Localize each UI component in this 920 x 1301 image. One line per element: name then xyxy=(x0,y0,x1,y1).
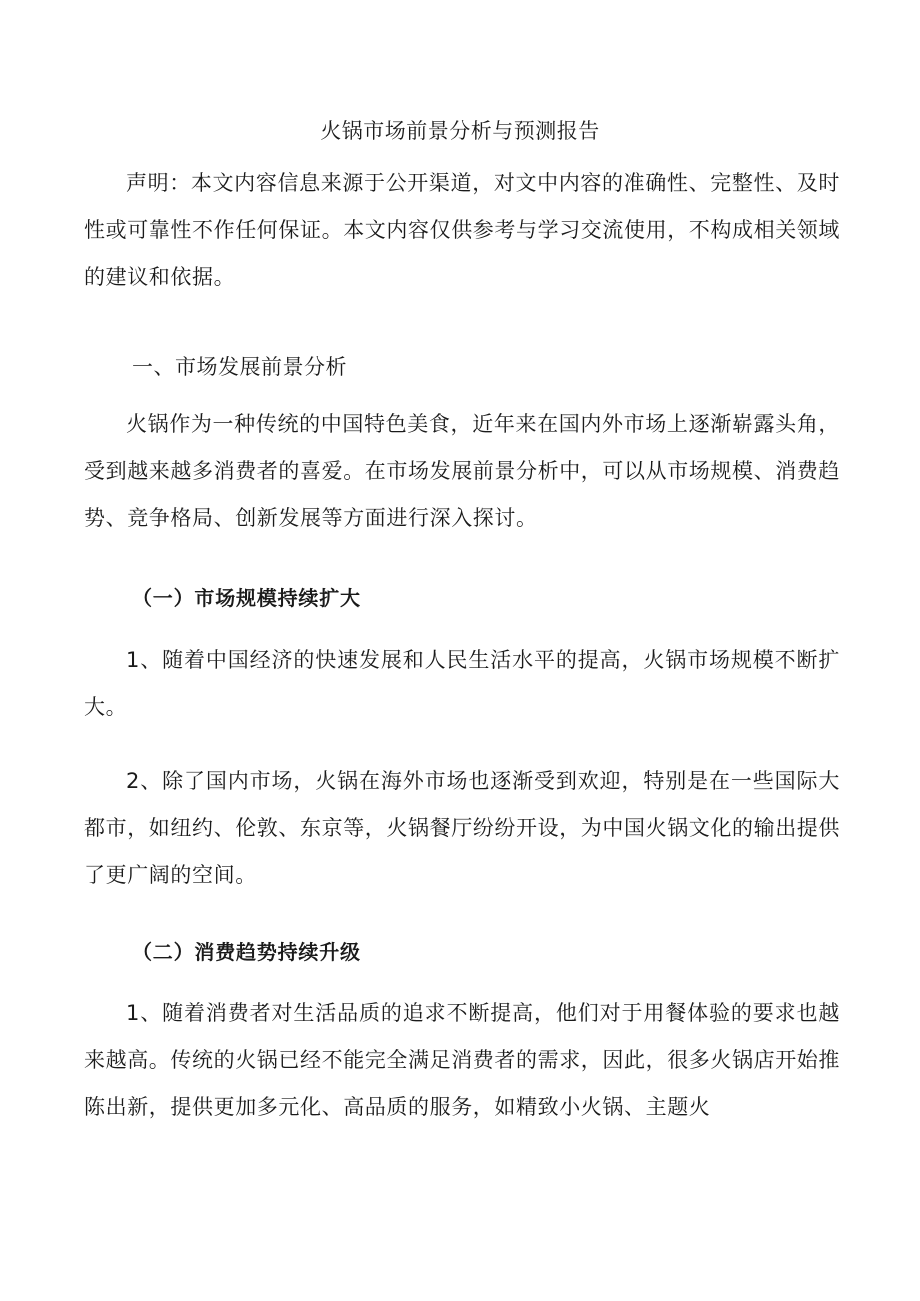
subsection-heading-trend: （二）消费趋势持续升级 xyxy=(132,940,361,964)
section-intro-paragraph: 火锅作为一种传统的中国特色美食，近年来在国内外市场上逐渐崭露头角，受到越来越多消费者的喜爱。在市场发展前景分析中，可以从市场规模、消费趋势、竞争格局、创新发展等方面进行深入探讨。 xyxy=(84,412,840,530)
paragraph-text: 、随着中国经济的快速发展和人民生活水平的提高，火锅市场规模不断扩大。 xyxy=(84,648,840,719)
section-heading: 一、市场发展前景分析 xyxy=(132,355,347,379)
paragraph-number: 1 xyxy=(126,648,140,672)
paragraph-number: 2 xyxy=(126,769,140,793)
disclaimer-paragraph: 声明：本文内容信息来源于公开渠道，对文中内容的准确性、完整性、及时性或可靠性不作任何保证。本文内容仅供参考与学习交流使用，不构成相关领域的建议和依据。 xyxy=(84,171,840,289)
subsection-heading-scale: （一）市场规模持续扩大 xyxy=(132,586,361,610)
scale-paragraph-1 xyxy=(84,637,840,731)
paragraph-text: 、随着消费者对生活品质的追求不断提高，他们对于用餐体验的要求也越来越高。传统的火锅已经不能完全满足消费者的需求，因此，很多火锅店开始推陈出新，提供更加多元化、高品质的服务，如精致小火锅、主题火 xyxy=(84,1001,840,1119)
trend-paragraph-1 xyxy=(84,990,840,1131)
scale-paragraph-2 xyxy=(84,758,840,899)
paragraph-text: 、除了国内市场，火锅在海外市场也逐渐受到欢迎，特别是在一些国际大都市，如纽约、伦敦、东京等，火锅餐厅纷纷开设，为中国火锅文化的输出提供了更广阔的空间。 xyxy=(84,769,840,887)
paragraph-number: 1 xyxy=(126,1001,140,1025)
document-title: 火锅市场前景分析与预测报告 xyxy=(320,119,600,143)
